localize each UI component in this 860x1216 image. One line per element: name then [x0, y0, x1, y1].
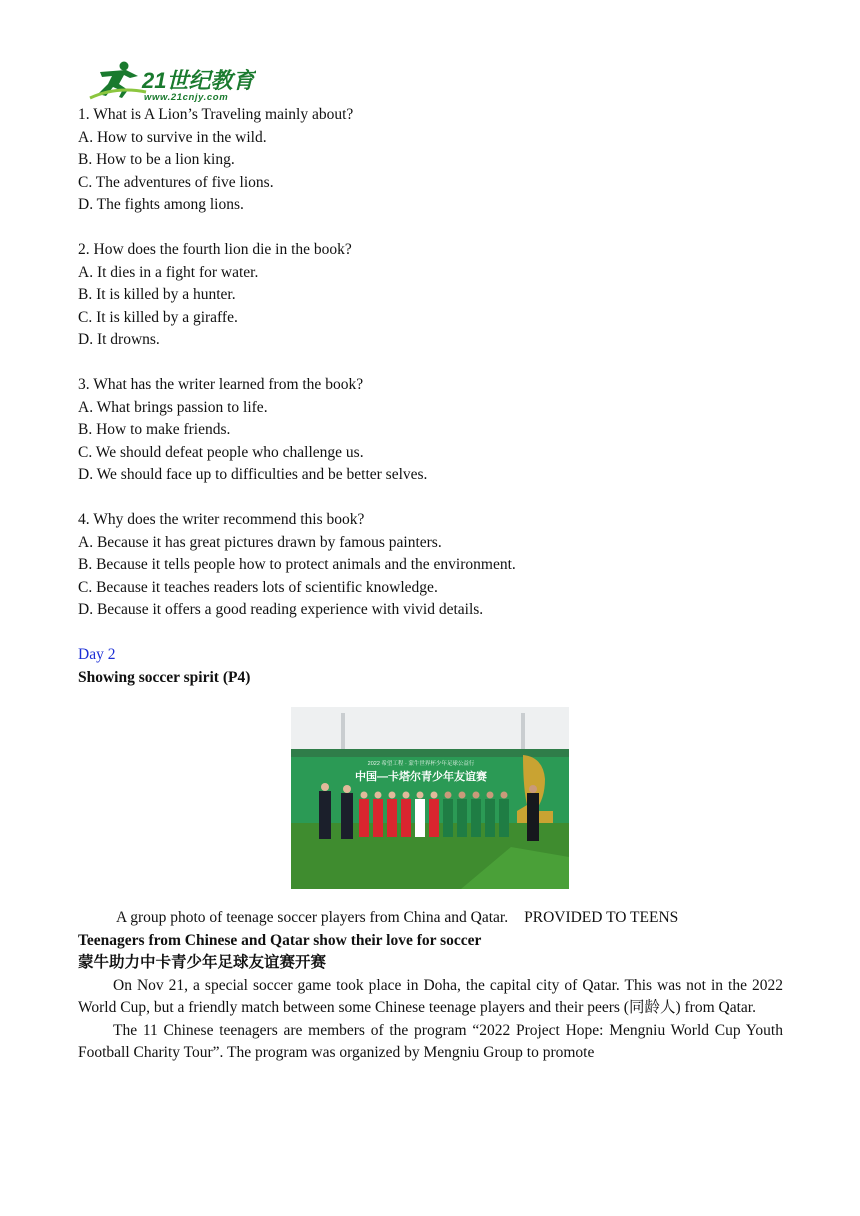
option-b: B. It is killed by a hunter.: [78, 286, 236, 303]
option-c: C. It is killed by a giraffe.: [78, 308, 238, 326]
article-paragraph-2: The 11 Chinese teenagers are members of the program “2022 Project Hope: Mengniu World Cup Youth Football Charity Tour”. The program was organized by Mengniu Group to promote: [78, 1021, 783, 1061]
headline-zh: 蒙牛助力中卡青少年足球友谊赛开赛: [78, 954, 327, 971]
photo-block: [78, 689, 783, 907]
option-d: D. It drowns.: [78, 331, 160, 348]
caption-text: A group photo of teenage soccer players from China and Qatar.: [116, 909, 509, 926]
21cnjy-logo: [86, 58, 256, 104]
option-d: D. Because it offers a good reading experience with vivid details.: [78, 601, 484, 618]
article-paragraph-1: On Nov 21, a special soccer game took place in Doha, the capital city of Qatar. This was not in the 2022 World Cup, but a friendly match between some Chinese teenage players and their peers (同龄人) from Qatar.: [78, 976, 783, 1016]
option-d: D. We should face up to difficulties and be better selves.: [78, 466, 428, 483]
team-photo: [291, 707, 569, 889]
option-b: B. How to make friends.: [78, 421, 231, 438]
photo-caption: [78, 907, 783, 930]
option-d: D. The fights among lions.: [78, 196, 244, 213]
article-title: Showing soccer spirit (P4): [78, 668, 251, 686]
document-body: [78, 104, 783, 1065]
option-a: A. How to survive in the wild.: [78, 128, 267, 146]
logo-brand: 21世纪教育: [142, 68, 255, 93]
photo-backdrop-title: 中国—卡塔尔青少年友谊赛: [355, 771, 487, 783]
option-a: A. What brings passion to life.: [78, 398, 268, 416]
question-stem: 2. How does the fourth lion die in the book?: [78, 241, 352, 258]
question-2: [78, 239, 783, 352]
logo-url: www.21cnjy.com: [144, 92, 229, 103]
question-stem: 1. What is A Lion’s Traveling mainly about?: [78, 106, 354, 123]
caption-credit: PROVIDED TO TEENS: [524, 909, 679, 926]
question-stem: 3. What has the writer learned from the book?: [78, 376, 364, 393]
option-b: B. How to be a lion king.: [78, 151, 235, 168]
option-c: C. Because it teaches readers lots of scientific knowledge.: [78, 578, 438, 596]
option-b: B. Because it tells people how to protect animals and the environment.: [78, 556, 516, 573]
option-c: C. The adventures of five lions.: [78, 173, 274, 191]
question-3: [78, 374, 783, 487]
question-stem: 4. Why does the writer recommend this book?: [78, 511, 365, 528]
option-a: A. It dies in a fight for water.: [78, 263, 259, 281]
option-c: C. We should defeat people who challenge us.: [78, 443, 364, 461]
question-1: [78, 104, 783, 217]
photo-backdrop-line1: 2022 希望工程 · 蒙牛世界杯少年足球公益行: [367, 761, 475, 767]
option-a: A. Because it has great pictures drawn by famous painters.: [78, 533, 442, 551]
question-4: [78, 509, 783, 622]
day-label: Day 2: [78, 646, 116, 663]
headline-en: Teenagers from Chinese and Qatar show their love for soccer: [78, 931, 482, 949]
runner-icon: [90, 62, 146, 99]
